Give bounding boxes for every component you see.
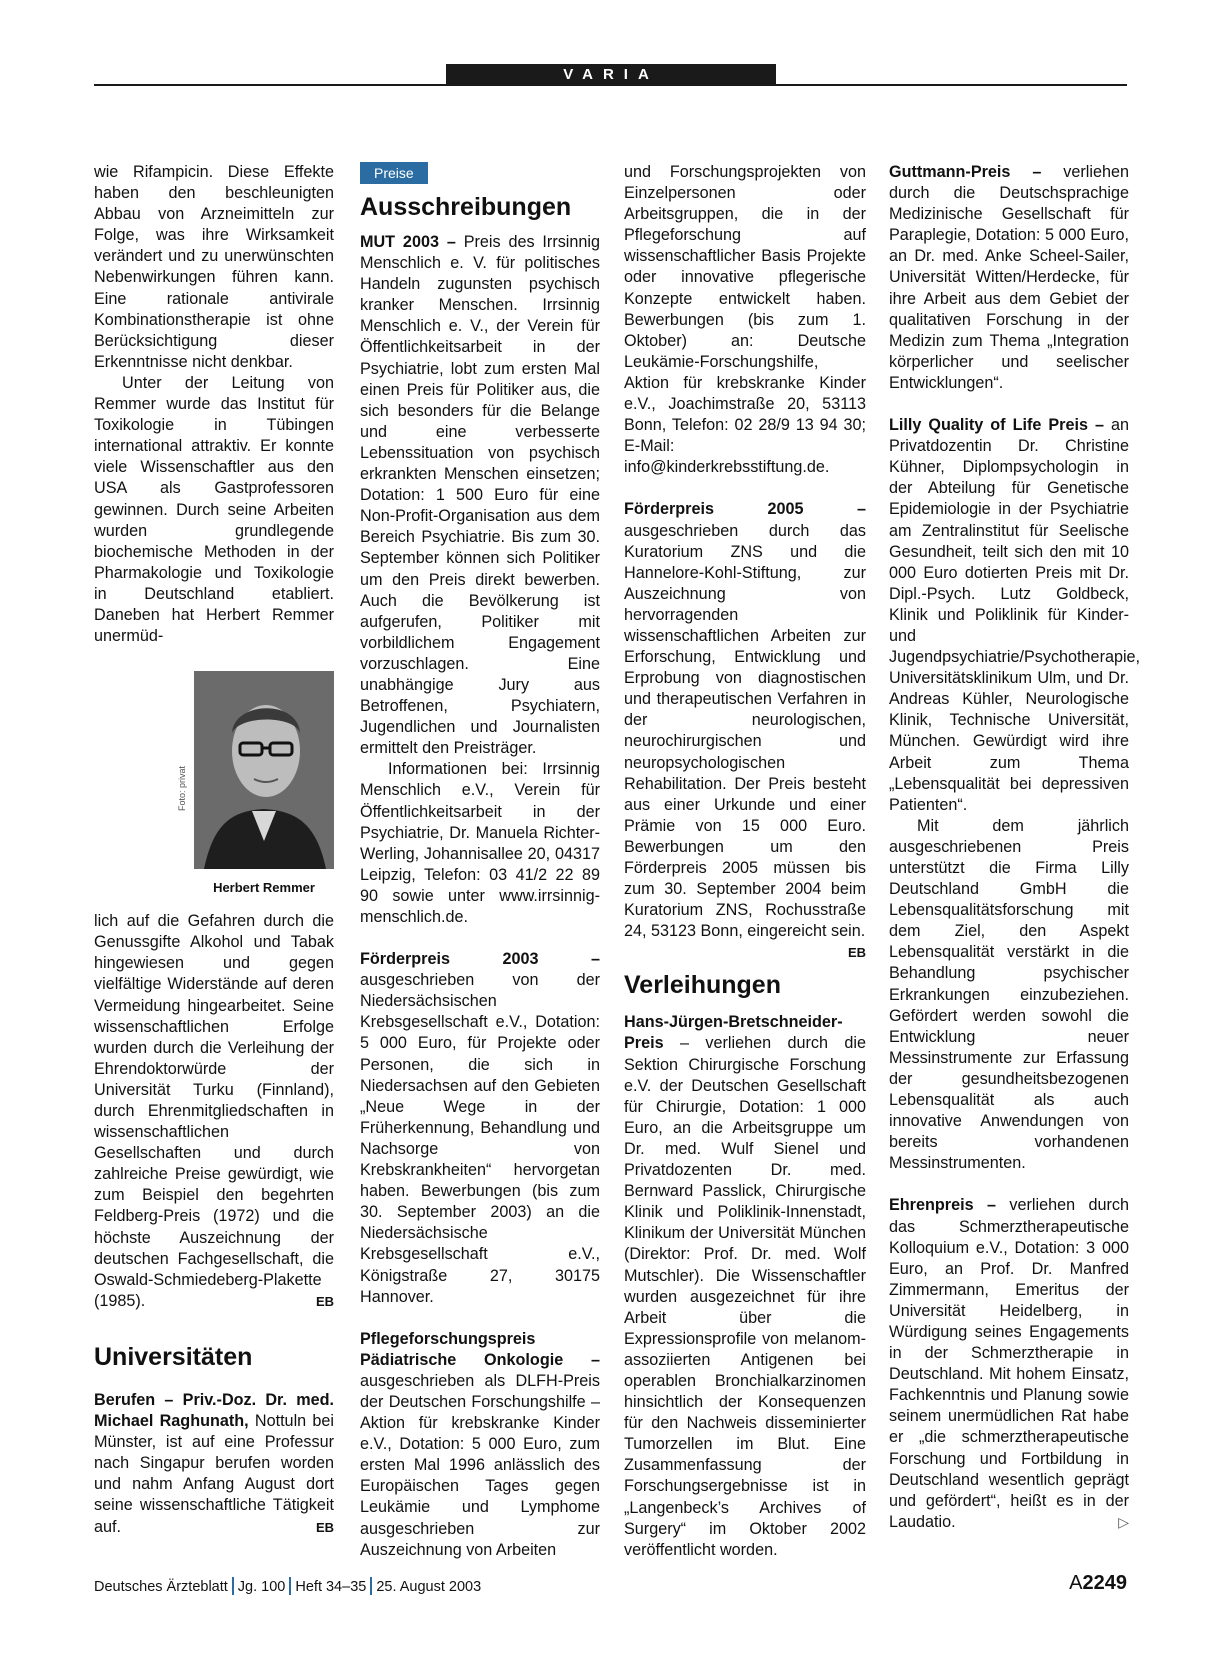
page-number: A2249: [1069, 1572, 1127, 1594]
issue-date: 25. August 2003: [376, 1579, 482, 1595]
photo-caption: Herbert Remmer: [213, 880, 315, 896]
paragraph: und Forschungsprojekten von Einzelpersonen oder Arbeitsgruppen, die in der Pflegeforschung auf wissenschaftlicher Basis Projekte oder innovative pflegerische Konzepte entwickelt haben. Bewerbungen (bis zum 1. Oktober) an: Deutsche Leukämie-Forschungshilfe, Aktion für krebskranke Kinder e.V., Joachimstraße 20, 53113 Bonn, Telefon: 02 28/9 13 94 30; E-Mail: info@kinderkrebsstiftung.de.: [624, 163, 866, 477]
footer: [94, 1577, 481, 1595]
portrait-photo: [194, 671, 334, 869]
footer-separator: [289, 1577, 291, 1595]
category-tag: Preise: [360, 162, 428, 184]
author-signature: EB: [315, 1293, 334, 1309]
section-heading-verleihungen: Verleihungen: [624, 971, 781, 1000]
paragraph: Förderpreis 2003 – ausgeschrieben von der Niedersächsischen Krebsgesellschaft e.V., Dotation: 5 000 Euro, für Projekte oder Personen, die sich in Niedersachsen auf den Gebieten „Neue Wege in der Früherkennung, Behandlung und Nachsorge von Krebskrankheiten“ hervorgetan haben. Bewerbungen (bis zum 30. September 2003) an die Niedersächsische Krebsgesellschaft e.V., Königstraße 27, 30175 Hannover.: [360, 950, 600, 1306]
column-1: [94, 162, 334, 1538]
paragraph: wie Rifampicin. Diese Effekte haben den beschleunigten Abbau von Arzneimitteln zur Folge, was ihre Wirksamkeit verändert und zu unerwünschten Nebenwirkungen führen kann. Eine rationale antivirale Kombinationstherapie ist ohne Berücksichtigung dieser Erkenntnisse nicht denkbar.: [94, 163, 334, 371]
paragraph: Hans-Jürgen-Bretschneider-Preis – verliehen durch die Sektion Chirurgische Forschung e.V. der Deutschen Gesellschaft für Chirurgie, Dotation: 1 000 Euro, an die Arbeitsgruppe um Dr. med. Wulf Sienel und Privatdozenten Dr. med. Bernward Passlick, Chirurgische Klinik und Poliklinik-Innenstadt, Klinikum der Universität München (Direktor: Prof. Dr. med. Wolf Mutschler). Die Wissenschaftler wurden ausgezeichnet für ihre Arbeit über die Expressionsprofile von melanom-assoziierten Antigenen bei operablen Bronchialkarzinomen hinsichtlich der Konsequenzen für den Nachweis disseminierter Tumorzellen im Blut. Eine Zusammenfassung der Forschungsergebnisse ist in „Langenbeck’s Archives of Surgery“ im Oktober 2002 veröffentlicht worden.: [624, 1013, 866, 1559]
journal-name: Deutsches Ärzteblatt: [94, 1579, 228, 1595]
paragraph: lich auf die Gefahren durch die Genussgifte Alkohol und Tabak hingewiesen und gegen vielfältige Widerstände auf deren Vermeidung hingearbeitet. Seine wissenschaftlichen Erfolge wurden durch die Verleihung der Ehrendoktorwürde der Universität Turku (Finnland), durch Ehrenmitgliedschaften in wissenschaftlichen Gesellschaften und durch zahlreiche Preise gewürdigt, wie zum Beispiel den begehrten Feldberg-Preis (1972) und die höchste Auszeichnung der deutschen Fachgesellschaft, die Oswald-Schmiedeberg-Plakette (1985). EB: [94, 911, 334, 1312]
paragraph: Informationen bei: Irrsinnig Menschlich e.V., Verein für Öffentlichkeitsarbeit in der Psychiatrie, Dr. Manuela Richter-Werling, Johannisallee 20, 04317 Leipzig, Telefon: 03 41/2 22 89 90 sowie unter www.irrsinnig-menschlich.de.: [360, 760, 600, 926]
footer-separator: [232, 1577, 234, 1595]
issue: Heft 34–35: [295, 1579, 367, 1595]
column-3: [624, 162, 866, 1561]
paragraph: Lilly Quality of Life Preis – an Privatdozentin Dr. Christine Kühner, Diplompsychologin in der Abteilung für Genetische Epidemiologie in der Psychiatrie am Zentralinstitut für Seelische Gesundheit, teilt sich den mit 10 000 Euro dotierten Preis mit Dr. Dipl.-Psych. Lutz Goldbeck, Klinik und Poliklinik für Kinder- und Jugendpsychiatrie/Psychotherapie, Universitätsklinikum Ulm, und Dr. Andreas Kühler, Neurologische Klinik, Technische Universität, München. Gewürdigt wird ihre Arbeit zum Thema „Lebensqualität bei depressiven Patienten“.: [889, 416, 1141, 814]
paragraph: Ehrenpreis – verliehen durch das Schmerztherapeutische Kolloquium e.V., Dotation: 3 000 Euro, an Prof. Dr. Manfred Zimmermann, Emeritus der Universität Heidelberg, in Würdigung seines Engagements in der Schmerztherapie in Deutschland. Mit hohem Einsatz, Fachkenntnis und Planung sowie seinem unermüdlichen Rat habe er „die schmerztherapeutische Forschung und Fortbildung in Deutschland wesentlich geprägt und gefördert“, heißt es in der Laudatio. ▷: [889, 1195, 1129, 1533]
paragraph: MUT 2003 – Preis des Irrsinnig Menschlich e. V. für politisches Handeln zugunsten psychisch kranker Menschen. Irrsinnig Menschlich e. V., der Verein für Öffentlichkeitsarbeit in der Psychiatrie, lobt zum ersten Mal einen Preis für Politiker aus, die sich besonders für die Belange und eine verbesserte Lebenssituation von psychisch erkrankten Menschen einsetzen; Dotation: 1 500 Euro für eine Non-Profit-Organisation aus dem Bereich Psychiatrie. Bis zum 30. September können sich Politiker um den Preis direkt bewerben. Auch die Bevölkerung ist aufgerufen, Politiker mit vorbildlichem Engagement vorzuschlagen. Eine unabhängige Jury aus Betroffenen, Psychiatern, Jugendlichen und Journalisten ermittelt den Preisträger.: [360, 233, 600, 758]
paragraph: Mit dem jährlich ausgeschriebenen Preis unterstützt die Firma Lilly Deutschland GmbH die Lebensqualitätsforschung mit dem Ziel, den Aspekt Lebensqualität verstärkt in die Behandlung psychischer Erkrankungen einzubeziehen. Gefördert werden sowohl die Entwicklung neuer Messinstrumente zur Erfassung der gesundheitsbezogenen Lebensqualität als auch innovative Anwendungen von bereits vorhandenen Messinstrumenten.: [889, 816, 1129, 1173]
footer-separator: [370, 1577, 372, 1595]
section-heading-universitaeten: Universitäten: [94, 1342, 253, 1371]
volume: Jg. 100: [237, 1579, 286, 1595]
column-4: [889, 162, 1141, 1533]
continue-arrow-icon: ▷: [1118, 1513, 1129, 1530]
author-signature: EB: [847, 945, 866, 961]
section-heading-ausschreibungen: Ausschreibungen: [360, 193, 572, 221]
author-signature: EB: [315, 1519, 334, 1535]
photo-credit: Foto: privat: [177, 766, 187, 812]
paragraph: Berufen – Priv.-Doz. Dr. med. Michael Raghunath, Nottuln bei Münster, ist auf eine Professur nach Singapur berufen worden und nahm Anfang August dort seine wissenschaftliche Tätigkeit auf. EB: [94, 1390, 334, 1538]
paragraph: Unter der Leitung von Remmer wurde das Institut für Toxikologie in Tübingen international attraktiv. Er konnte viele Wissenschaftler aus den USA als Gastprofessoren gewinnen. Durch seine Arbeiten wurden grundlegende biochemische Methoden in der Pharmakologie und Toxikologie in Deutschland etabliert. Daneben hat Herbert Remmer unermüd-: [94, 373, 334, 646]
column-2: [360, 162, 600, 1561]
paragraph: Förderpreis 2005 – ausgeschrieben durch das Kuratorium ZNS und die Hannelore-Kohl-Stiftung, zur Auszeichnung von hervorragenden wissenschaftlichen Arbeiten zur Erforschung, Entwicklung und Erprobung von diagnostischen und therapeutischen Verfahren in der neurologischen, neurochirurgischen und neuropsychologischen Rehabilitation. Der Preis besteht aus einer Urkunde und einer Prämie von 15 000 Euro. Bewerbungen um den Förderpreis 2005 müssen bis zum 30. September 2004 beim Kuratorium ZNS, Rochusstraße 24, 53123 Bonn, eingereicht sein. EB: [624, 499, 866, 942]
paragraph: Guttmann-Preis – verliehen durch die Deutschsprachige Medizinische Gesellschaft für Paraplegie, Dotation: 5 000 Euro, an Dr. med. Anke Scheel-Sailer, Universität Witten/Herdecke, für ihre Arbeit aus dem Gebiet der qualitativen Forschung in der Medizin zum Thema „Integration körperlicher und seelischer Entwicklungen“.: [889, 163, 1129, 392]
paragraph: Pflegeforschungspreis Pädiatrische Onkologie – ausgeschrieben als DLFH-Preis der Deutschen Forschungshilfe – Aktion für krebskranke Kinder e.V., Dotation: 5 000 Euro, zum ersten Mal 1996 anlässlich des Europäischen Tages gegen Leukämie und Lymphome ausgeschrieben zur Auszeichnung von Arbeiten: [360, 1329, 600, 1559]
portrait-figure: [94, 671, 334, 911]
section-header: VARIA: [446, 64, 776, 86]
